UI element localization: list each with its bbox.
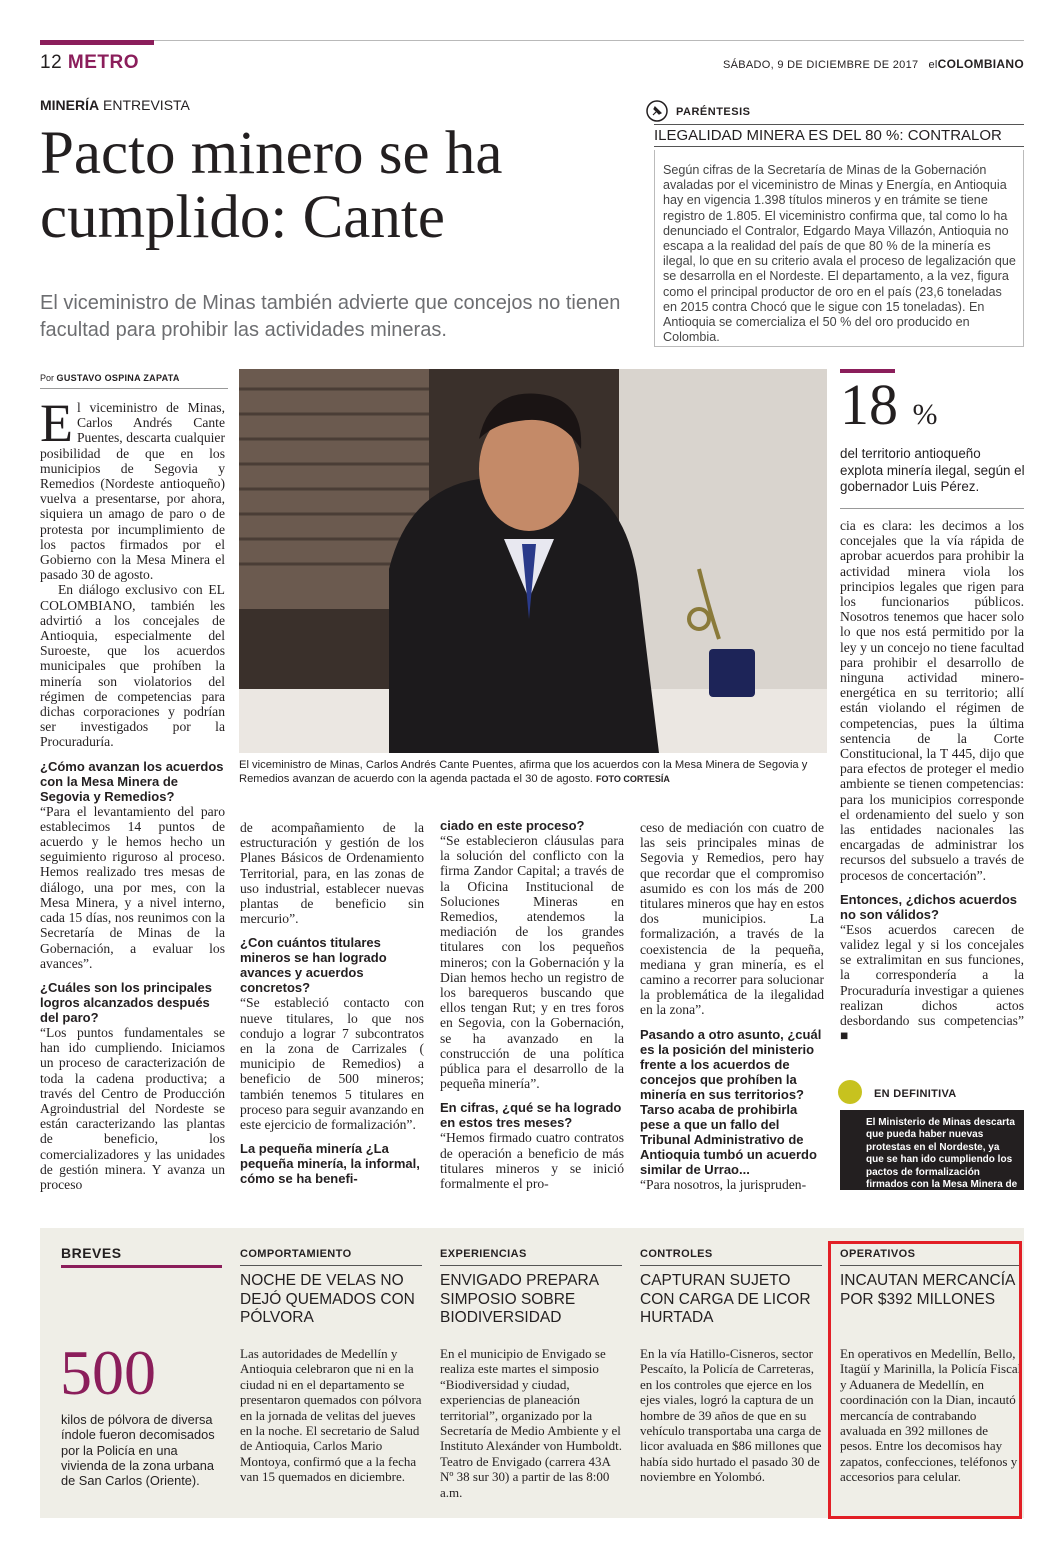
summary-icon [838,1080,862,1104]
stat-number: 18 % [840,372,938,437]
breve-category: EXPERIENCIAS [440,1248,622,1266]
pushpin-icon [646,100,668,122]
headline: Pacto minero se ha cumplido: Cante [40,120,503,251]
question: En cifras, ¿qué se ha logrado en estos tres meses? [440,1100,622,1131]
breve-category: OPERATIVOS [840,1248,1022,1266]
article-photo [239,369,827,753]
byline: Por GUSTAVO OSPINA ZAPATA [40,373,180,383]
drop-cap: E [40,393,73,453]
breve-title: ENVIGADO PREPARA SIMPOSIO SOBRE BIODIVERSIDAD [440,1272,599,1326]
question: Entonces, ¿dichos acuerdos no son válidos? [840,891,1017,922]
breves-label: BREVES [61,1245,122,1261]
highlight-box [828,1241,1022,1519]
summary-label: EN DEFINITIVA [874,1088,957,1100]
body-column-2: de acompañamiento de la estructuración y gestión de los Planes Básicos de Ordenamiento Territorial, para, en las zonas de uso industrial, establecer nuevas plantas de beneficio sin mercurio”. ¿Con cuántos titulares mineros se han logrado avances y acuerdos concretos? “Se estableció contacto con nueve titulares, lo que nos condujo a lograr 7 subcontratos en la zona de Carrizales ( municipio de Remedios) a beneficio de 500 mineros; también tenemos 5 titulares en proceso para seguir avanzando en este ejercicio de formalización”. La pequeña minería ¿La pequeña minería, la informal, cómo se ha benefi- [240,820,424,1187]
photo-caption: El viceministro de Minas, Carlos Andrés Cante Puentes, afirma que los acuerdos con la Mesa Minera de Segovia y Remedios avanzan de acuerdo con la agenda pactada el 30 de agosto. FOTO CORTESÍA [239,759,808,785]
breve-category: CONTROLES [640,1248,822,1266]
breves-rule [61,1265,222,1268]
summary-text: El Ministerio de Minas descarta que pueda haber nuevas protestas en el Nordeste, ya que se han ido cumpliendo los pactos de formalización firmados con la Mesa Minera de Segovia y Remedios. [840,1110,1024,1190]
body-column-4: ceso de mediación con cuatro de las seis principales minas de Segovia y Remedios, pero hay que recordar que el compromiso asumido es con los más de 200 titulares mineros que hay en estos dos municipios. La formalización, a través de la coexistencia de la pequeña, mediana y gran minería, es el camino a recorrer para solucionar la problemática de la ilegalidad en la zona”. Pasando a otro asunto, ¿cuál es la posición del ministerio frente a los acuerdos de concejos que prohíben la minería en sus territorios? Tarso acaba de prohibirla pese a que un fallo del Tribunal Administrativo de Antioquia tumbó un acuerdo similar de Urrao... “Para nosotros, la jurispruden- [640,820,824,1192]
end-mark: ■ [840,1028,849,1044]
kicker: MINERÍA ENTREVISTA [40,97,190,113]
breve-text: En la vía Hatillo-Cisneros, sector Pescaíto, la Policía de Carreteras, en los controles que ejerce en los ejes viales, logró la captura de un hombre de 39 años de que en su vehículo transportaba una carga de licor avaluada en $86 millones que había sido hurtado el pasado 30 de noviembre en Yolombó. [640,1346,822,1485]
stat-text: del territorio antioqueño explota minería ilegal, según el gobernador Luis Pérez. [840,446,1025,494]
subhead: El viceministro de Minas también advierte que concejos no tienen facultad para prohibir las actividades mineras. [40,292,621,341]
breve-title: NOCHE DE VELAS NO DEJÓ QUEMADOS CON PÓLVORA [240,1272,415,1326]
parentesis-title: ILEGALIDAD MINERA ES DEL 80 %: CONTRALOR [654,124,1024,147]
question: Pasando a otro asunto, ¿cuál es la posición del ministerio frente a los acuerdos de concejos que prohíben la minería en sus territorios? Tarso acaba de prohibirla pese a que un fallo del Tribunal Administrativo de Antioquia tumbó un acuerdo similar de Urrao... [640,1026,822,1177]
breve-item [440,1248,622,1500]
breve-title: CAPTURAN SUJETO CON CARGA DE LICOR HURTADA [640,1272,811,1326]
byline-rule [40,388,228,389]
breve-text: Las autoridades de Medellín y Antioquia celebraron que ni en la ciudad ni en el departamento se presentaron quemados con pólvora en la jornada de velitas del jueves en la noche. El secretario de Salud de Antioquia, Carlos Mario Montoya, confirmó que a la fecha van 15 quemados en diciembre. [240,1346,422,1485]
breves-big-text: kilos de pólvora de diversa índole fueron decomisados por la Policía en una vivienda de la zona urbana de San Carlos (Oriente). [61,1412,215,1489]
question: La pequeña minería ¿La pequeña minería, la informal, cómo se ha benefi- [240,1141,420,1187]
body-column-5: cia es clara: les decimos a los concejales que la vía rápida de aprobar acuerdos para prohibir la actividad minera viola los principios legales que rigen para los funcionarios públicos. Nosotros tenemos que hacer solo lo que nos está permitido por la ley y un concejo no tiene facultad para prohibir el desarrollo de ninguna actividad minero-energética en su territorio; allí están violando el régimen de competencias, pues la última sentencia de la Corte Constitucional, la T 445, dijo que para efectos de proteger el medio ambiente se tienen competencias: para los municipios corresponde el ordenamiento del suelo y son las entidades nacionales las encargadas de administrar los recursos del subsuelo a través de procesos de concertación”. Entonces, ¿dichos acuerdos no son válidos? “Esos acuerdos carecen de validez legal y si los concejales se extralimitan en sus funciones, la correspondería a la Procuraduría investigar a quienes realizan dichos actos desbordando sus competencias” ■ [840,518,1024,1044]
breve-text: En el municipio de Envigado se realiza este martes el simposio “Biodiversidad y ciudad, experiencias de planeación territorial”, organizado por la Secretaría de Medio Ambiente y el Instituto Alexánder von Humboldt. Teatro de Envigado (carrera 43A Nº 38 sur 30) a partir de las 8:00 a.m. [440,1346,622,1500]
section-accent-bar [40,40,154,45]
masthead: COLOMBIANO [937,57,1024,71]
photo-credit: FOTO CORTESÍA [596,774,670,784]
breve-category: COMPORTAMIENTO [240,1248,422,1266]
question: ciado en este proceso? [440,818,585,833]
parentesis-label: PARÉNTESIS [676,106,751,118]
breves-big-number: 500 [60,1337,156,1408]
body-column-3: ciado en este proceso? “Se establecieron cláusulas para la solución del conflicto con la firma Zandor Capital; a través de la Oficina Institucional de Soluciones Mineras en Remedios, atendemos la mediación de los grandes titulares con los pequeños mineros; con la Gobernación y la Dian hemos hecho un registro de los barequeros buscando que ellos tengan Rut; y en tres foros en Segovia, con la Gobernación, se ha avanzado en la construcción de una política pública para el desarrollo de la pequeña minería”. En cifras, ¿qué se ha logrado en estos tres meses? “Hemos firmado cuatro contratos de operación a beneficio de más titulares mineros y se inició formalmente el pro- [440,818,624,1192]
breve-item [240,1248,422,1485]
page-date: SÁBADO, 9 DE DICIEMBRE DE 2017 elCOLOMBIANO [722,57,1024,71]
breve-title: INCAUTAN MERCANCÍA POR $392 MILLONES [840,1272,1015,1308]
breve-text: En operativos en Medellín, Bello, Itagüí y Marinilla, la Policía Fiscal y Aduanera de Medellín, en coordinación con la Dian, incautó mercancía de contrabando avaluada en 392 millones de pesos. Entre los decomisos hay zapatos, confecciones, teléfonos y accesorios para celular. [840,1346,1022,1485]
question: ¿Con cuántos titulares mineros se han logrado avances y acuerdos concretos? [240,935,387,996]
stat-rule [840,508,1024,509]
breve-item [640,1248,822,1485]
question: ¿Cuáles son los principales logros alcanzados después del paro? [40,979,212,1025]
portrait-image [239,369,827,753]
parentesis-text: Según cifras de la Secretaría de Minas de la Gobernación avaladas por el viceministro de Minas y Energía, en Antioquia hay en vigencia 1.398 títulos mineros y en trámite se tiene registro de 1.805. El viceministro confirma que, tal como lo ha denunciado el Contralor, Edgardo Maya Villazón, Antioquia no escapa a la realidad del país de que 80 % de la minería es ilegal, lo que en su criterio avala el proceso de legalización que se desarrolla en el Nordeste. El departamento, a la vez, figura como el principal productor de oro en el país (23,6 toneladas en 2015 contra Chocó que le sigue con 15 toneladas). En Antioquia se comercializa el 50 % del oro producido en Colombia. [663,163,1016,345]
section-name: METRO [67,52,140,73]
question: ¿Cómo avanzan los acuerdos con la Mesa Minera de Segovia y Remedios? [40,758,224,804]
body-column-1: El viceministro de Minas, Carlos Andrés Cante Puentes, descarta cualquier posibilidad de que en los municipios de Segovia y Remedios (Nordeste antioqueño) vuelva a presentarse, por ahora, siquiera un amago de paro o de protesta por incumplimiento de los pactos firmados por el Gobierno con la Mesa Minera el pasado 30 de agosto. En diálogo exclusivo con EL COLOMBIANO, también les advirtió a los concejales de Antioquia, especialmente del Suroeste, que los acuerdos municipales que prohíben la minería son violatorios del régimen de competencias para dichas corporaciones y podrían ser investigados por la Procuraduría. ¿Cómo avanzan los acuerdos con la Mesa Minera de Segovia y Remedios? “Para el levantamiento del paro establecimos 14 puntos de acuerdo y le hemos hecho un seguimiento riguroso al proceso. Hemos realizado tres mesas de diálogo, una por mes, con la Mesa Minera, y a nivel interno, cada 15 días, nos reunimos con la Secretaría de Minas de la Gobernación, a evaluar los avances”. ¿Cuáles son los principales logros alcanzados después del paro? “Los puntos fundamentales se han ido cumpliendo. Iniciamos un proceso de caracterización de toda la cadena productiva; a través del Centro de Producción Agroindustrial del Nordeste se están caracterizando las plantas de beneficio, los comercializadores y las unidades de gestión minera. Y avanza un proceso [40,393,225,1192]
top-rule [40,40,1024,41]
page-number: 12 METRO [40,52,140,73]
